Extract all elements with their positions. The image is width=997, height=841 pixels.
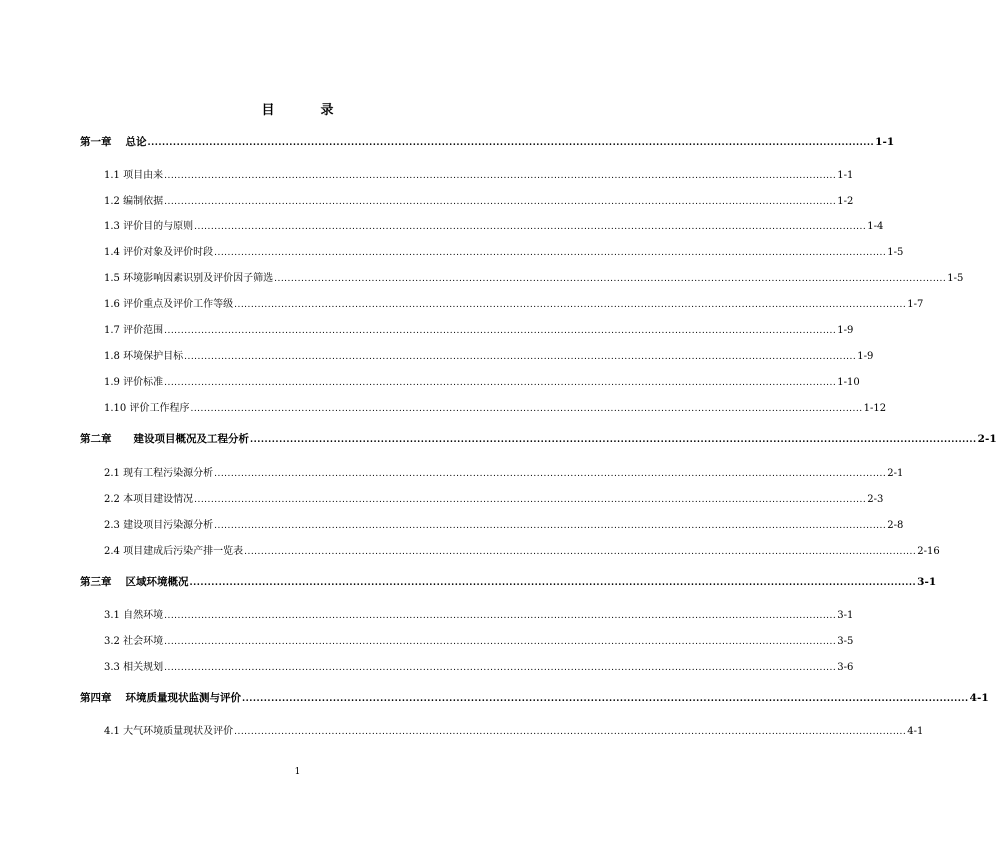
toc-section-1-3[interactable]	[104, 217, 884, 232]
toc-section-1-5[interactable]	[104, 269, 964, 284]
toc-section-1-7[interactable]	[104, 321, 854, 336]
leader-dots: ........................................................................................................................................................................................................	[214, 521, 887, 531]
chapter-page: 2-1	[977, 433, 997, 445]
section-label: 1.4 评价对象及评价时段	[104, 247, 214, 258]
toc-section-1-8[interactable]	[104, 347, 874, 362]
section-label: 2.2 本项目建设情况	[104, 494, 194, 505]
chapter-page: 3-1	[917, 576, 937, 588]
section-page: 1-7	[907, 299, 924, 310]
toc-section-2-1[interactable]	[104, 464, 904, 479]
section-label: 3.1 自然环境	[104, 610, 164, 621]
toc-section-1-10[interactable]	[104, 399, 887, 414]
toc-chapter-2[interactable]	[80, 431, 997, 446]
toc-title-left: 目	[261, 103, 275, 118]
toc-section-1-1[interactable]	[104, 166, 854, 181]
toc-section-3-1[interactable]	[104, 606, 854, 621]
section-page: 1-2	[837, 196, 854, 207]
section-label: 1.6 评价重点及评价工作等级	[104, 299, 234, 310]
leader-dots: ........................................................................................................................................................................................................	[164, 197, 837, 207]
toc-chapter-1[interactable]	[80, 134, 895, 149]
toc-chapter-4[interactable]	[80, 690, 989, 705]
leader-dots: ........................................................................................................................................................................................................	[194, 222, 867, 232]
section-label: 1.1 项目由来	[104, 170, 164, 181]
toc-section-2-4[interactable]	[104, 542, 940, 557]
chapter-title: 总论	[125, 136, 147, 148]
section-label: 2.3 建设项目污染源分析	[104, 520, 214, 531]
toc-title-right: 录	[320, 103, 334, 118]
leader-dots: ........................................................................................................................................................................................................	[147, 138, 875, 148]
leader-dots: ........................................................................................................................................................................................................	[244, 547, 917, 557]
section-label: 1.5 环境影响因素识别及评价因子筛选	[104, 273, 274, 284]
toc-section-2-3[interactable]	[104, 516, 904, 531]
leader-dots: ........................................................................................................................................................................................................	[189, 578, 917, 588]
leader-dots: ........................................................................................................................................................................................................	[214, 248, 887, 258]
leader-dots: ........................................................................................................................................................................................................	[234, 727, 907, 737]
section-page: 3-6	[837, 662, 854, 673]
leader-dots: ........................................................................................................................................................................................................	[164, 637, 837, 647]
chapter-page: 4-1	[969, 692, 989, 704]
toc-section-1-9[interactable]	[104, 373, 860, 388]
leader-dots: ........................................................................................................................................................................................................	[164, 378, 837, 388]
section-label: 1.8 环境保护目标	[104, 351, 184, 362]
section-page: 2-1	[887, 468, 904, 479]
leader-dots: ........................................................................................................................................................................................................	[250, 435, 977, 445]
toc-section-4-1[interactable]	[104, 722, 924, 737]
section-label: 1.7 评价范围	[104, 325, 164, 336]
toc-section-2-2[interactable]	[104, 490, 884, 505]
section-page: 1-5	[887, 247, 904, 258]
toc-section-3-3[interactable]	[104, 658, 854, 673]
chapter-number: 第二章	[80, 433, 112, 445]
toc-section-3-2[interactable]	[104, 632, 854, 647]
leader-dots: ........................................................................................................................................................................................................	[194, 495, 867, 505]
section-label: 1.3 评价目的与原则	[104, 221, 194, 232]
leader-dots: ........................................................................................................................................................................................................	[242, 694, 969, 704]
section-label: 4.1 大气环境质量现状及评价	[104, 726, 234, 737]
leader-dots: ........................................................................................................................................................................................................	[214, 469, 887, 479]
section-label: 3.3 相关规划	[104, 662, 164, 673]
section-page: 2-3	[867, 494, 884, 505]
section-label: 1.9 评价标准	[104, 377, 164, 388]
toc-section-1-6[interactable]	[104, 295, 924, 310]
leader-dots: ........................................................................................................................................................................................................	[234, 300, 907, 310]
leader-dots: ........................................................................................................................................................................................................	[164, 171, 837, 181]
chapter-page: 1-1	[875, 136, 895, 148]
leader-dots: ........................................................................................................................................................................................................	[190, 404, 863, 414]
section-label: 2.1 现有工程污染源分析	[104, 468, 214, 479]
leader-dots: ........................................................................................................................................................................................................	[164, 611, 837, 621]
section-page: 1-9	[837, 325, 854, 336]
chapter-number: 第一章	[80, 136, 112, 148]
section-label: 3.2 社会环境	[104, 636, 164, 647]
section-page: 1-12	[863, 403, 887, 414]
section-label: 1.2 编制依据	[104, 196, 164, 207]
chapter-number: 第四章	[80, 692, 112, 704]
leader-dots: ........................................................................................................................................................................................................	[184, 352, 857, 362]
section-page: 1-1	[837, 170, 854, 181]
toc-title	[0, 99, 595, 118]
chapter-title: 建设项目概况及工程分析	[133, 433, 249, 445]
leader-dots: ........................................................................................................................................................................................................	[164, 663, 837, 673]
section-page: 1-9	[857, 351, 874, 362]
section-page: 2-8	[887, 520, 904, 531]
toc-section-1-4[interactable]	[104, 243, 904, 258]
chapter-title: 环境质量现状监测与评价	[125, 692, 241, 704]
section-label: 2.4 项目建成后污染产排一览表	[104, 546, 244, 557]
toc-section-1-2[interactable]	[104, 192, 854, 207]
leader-dots: ........................................................................................................................................................................................................	[274, 274, 947, 284]
section-page: 1-5	[947, 273, 964, 284]
toc-chapter-3[interactable]	[80, 574, 937, 589]
section-page: 3-5	[837, 636, 854, 647]
section-page: 4-1	[907, 726, 924, 737]
section-label: 1.10 评价工作程序	[104, 403, 190, 414]
chapter-title: 区域环境概况	[125, 576, 189, 588]
section-page: 1-4	[867, 221, 884, 232]
page-number: 1	[294, 767, 301, 777]
leader-dots: ........................................................................................................................................................................................................	[164, 326, 837, 336]
section-page: 2-16	[917, 546, 940, 557]
chapter-number: 第三章	[80, 576, 112, 588]
section-page: 3-1	[837, 610, 854, 621]
section-page: 1-10	[837, 377, 860, 388]
